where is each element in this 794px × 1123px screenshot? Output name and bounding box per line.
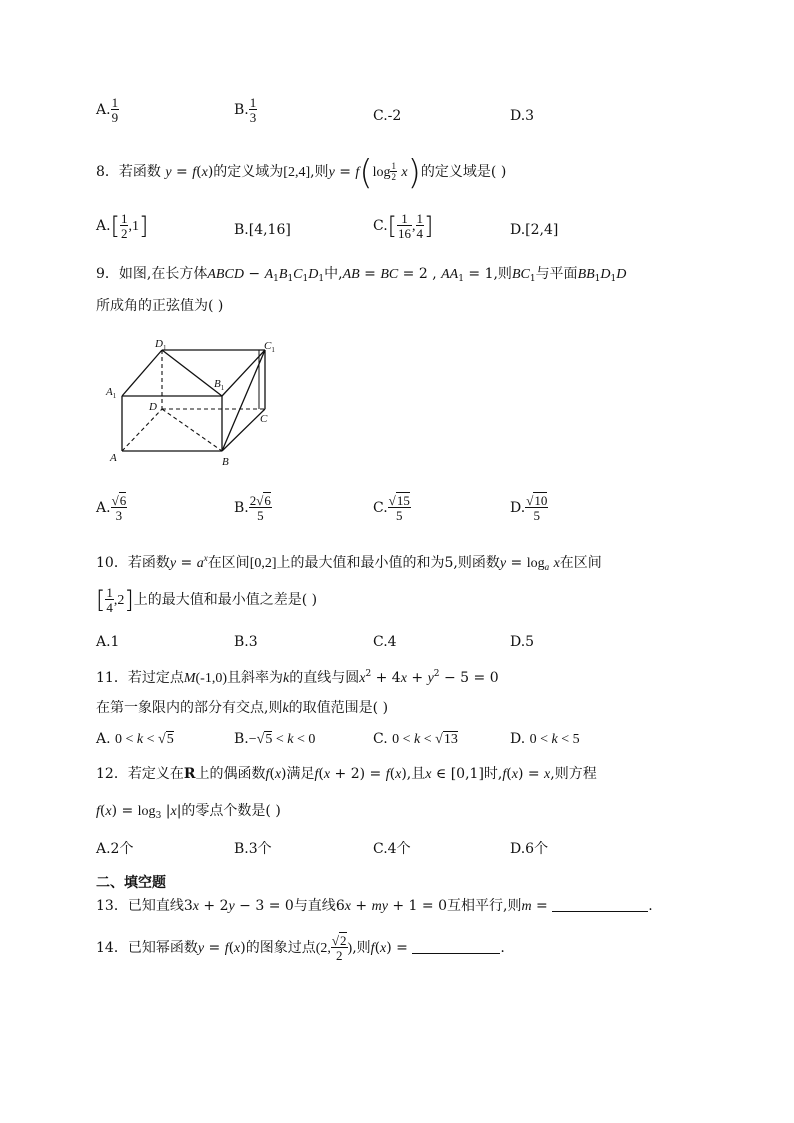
q11-option-d: D. 0 < k < 5: [510, 731, 580, 747]
cuboid-figure: [100, 334, 290, 469]
q9-stem-line2: 所成角的正弦值为( ): [96, 298, 224, 314]
q9-option-b: B. $\frac{2√6}{5}$: [234, 493, 271, 523]
label-a1: $A_1$: [106, 386, 117, 400]
q12-stem: 12．若定义在R上的偶函数f(x)满足f(x + 2) = f(x),且x ∈ [0,1]时,f(x) = x,则方程: [96, 766, 597, 782]
q10-stem-line2: [ $\frac{1}{4}$ ,2]上的最大值和最小值之差是( ): [96, 585, 318, 615]
edge-db: [162, 409, 222, 451]
q9-option-a: A. $\frac{√6}{3}$: [96, 493, 127, 523]
q7-option-b: B. $\frac{1}{3}$: [234, 95, 257, 125]
q10-option-a: A.1: [96, 634, 120, 650]
q9-option-c: C. $\frac{√15}{5}$: [373, 493, 410, 523]
q8-option-a: A.[ $\frac{1}{2}$ ,1]: [96, 211, 149, 241]
label-d: D: [149, 401, 157, 413]
label-a: A: [110, 452, 117, 464]
q12-stem-line2: $f(x) = \log_3 |x|$的零点个数是( ): [96, 803, 281, 821]
q7-option-d: D.3: [510, 108, 535, 124]
q14-stem: 14．已知幂函数y = f(x)的图象过点(2, $\frac{√2}{2}$ ),则f(x) = .: [96, 933, 505, 963]
q8-stem: 8．若函数 y = f(x)的定义域为[2,4],则y = f(log $\frac{1}{2}$ x)的定义域是( ): [96, 153, 507, 193]
q11-stem: 11．若过定点M(-1,0)且斜率为k的直线与圆$x^2 + 4x + y^2 - 5 = 0$: [96, 669, 499, 686]
q14-answer-blank[interactable]: [412, 953, 500, 954]
q11-option-c: C. 0 < k < √13: [373, 731, 458, 747]
q12-option-c: C.4个: [373, 841, 411, 857]
q10-option-d: D.5: [510, 634, 535, 650]
q12-option-a: A.2个: [96, 841, 134, 857]
label-b: B: [222, 456, 229, 468]
q10-stem: 10．若函数$y = a^x$在区间[0,2]上的最大值和最小值的和为5,则函数$y = \log_a x$在区间: [96, 553, 602, 572]
q9-option-d: D. $\frac{√10}{5}$: [510, 493, 548, 523]
edge-bc: [222, 409, 265, 451]
q13-stem: 13．已知直线3x + 2y − 3 = 0与直线6x + my + 1 = 0互相平行,则m = .: [96, 898, 653, 914]
q7-option-c: C.-2: [373, 108, 402, 124]
q13-answer-blank[interactable]: [552, 911, 648, 912]
q10-option-b: B.3: [234, 634, 258, 650]
q11-stem-line2: 在第一象限内的部分有交点,则k的取值范围是( ): [96, 700, 389, 716]
section-title-fill-in: 二、填空题: [96, 875, 166, 891]
q9-stem: 9．如图,在长方体ABCD − $A_1B_1C_1D_1$中,AB = BC = 2 , $AA_1 = 1$,则$BC_1$与平面$BB_1D_1D$: [96, 266, 627, 284]
edge-d1b1: [162, 350, 222, 396]
q12-option-d: D.6个: [510, 841, 549, 857]
q11-option-b: B.−√5 < k < 0: [234, 731, 316, 747]
q8-option-c: C.[ $\frac{1}{16}$ , $\frac{1}{4}$ ]: [373, 211, 434, 241]
q7-option-a: A. $\frac{1}{9}$: [96, 95, 119, 125]
q11-option-a: A. 0 < k < √5: [96, 731, 174, 747]
edge-ad: [122, 409, 162, 451]
q10-option-c: C.4: [373, 634, 397, 650]
q8-option-b: B.[4,16]: [234, 222, 291, 238]
label-c: C: [260, 413, 268, 425]
q12-option-b: B.3个: [234, 841, 272, 857]
label-b1: $B_1$: [214, 378, 225, 392]
label-c1: $C_1$: [264, 340, 275, 354]
label-d1: $D_1$: [155, 338, 167, 352]
edge-a1d1: [122, 350, 162, 396]
q8-option-d: D.[2,4]: [510, 222, 559, 238]
